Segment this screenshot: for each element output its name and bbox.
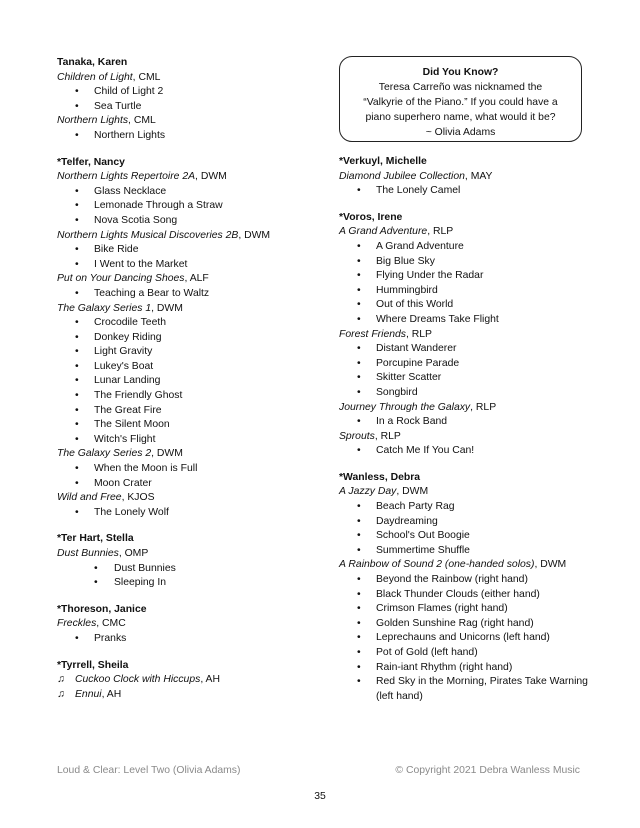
piece-item: • The Lonely Camel	[339, 184, 589, 199]
composer-name: Tanaka, Karen	[57, 57, 128, 68]
piece-item: • Daydreaming	[339, 515, 589, 530]
piece-item: • Beach Party Rag	[339, 500, 589, 515]
piece-item: • When the Moon is Full	[57, 462, 307, 477]
book-title: Northern Lights Repertoire 2A	[57, 171, 196, 183]
book-title: Dust Bunnies	[57, 548, 119, 559]
piece-item: • Nova Scotia Song	[57, 214, 307, 229]
piece-item: • I Went to the Market	[57, 258, 307, 273]
piece-item: • Black Thunder Clouds (either hand)	[339, 588, 589, 603]
single-piece-title: Cuckoo Clock with Hiccups	[75, 674, 201, 686]
book-line	[57, 617, 307, 632]
book-separator: ,	[184, 273, 190, 285]
piece-list	[57, 462, 307, 491]
book-title: A Grand Adventure	[339, 226, 428, 238]
book-publisher: DWM	[244, 229, 271, 241]
single-piece-item	[57, 673, 307, 688]
callout-line: piano superhero name, what would it be?	[365, 112, 556, 123]
book-line	[57, 272, 307, 287]
book-publisher: DWM	[402, 486, 429, 498]
book-separator: ,	[464, 170, 471, 182]
book-publisher: RLP	[411, 328, 432, 340]
piece-item: • Lunar Landing	[57, 374, 307, 389]
book-title: Forest Friends	[339, 328, 406, 340]
book-publisher: DWM	[200, 171, 227, 183]
book-separator: ,	[151, 448, 157, 460]
book-line	[339, 558, 589, 573]
piece-item: • Catch Me If You Can!	[339, 444, 589, 459]
book-title: Children of Light	[57, 71, 133, 83]
book-line	[339, 485, 589, 500]
book-separator: ,	[374, 430, 381, 442]
book-publisher: DWM	[156, 448, 183, 460]
book-separator: ,	[534, 559, 541, 571]
piece-list	[57, 562, 307, 591]
book-publisher: RLP	[475, 401, 497, 413]
composer-name: *Wanless, Debra	[339, 471, 421, 483]
book-separator: ,	[96, 618, 103, 630]
composer-name: *Thoreson, Janice	[57, 603, 147, 615]
book-separator: ,	[195, 171, 201, 183]
book-line	[339, 170, 589, 185]
piece-item: • The Friendly Ghost	[57, 389, 307, 404]
callout-title: Did You Know?	[422, 67, 499, 78]
piece-list	[339, 573, 589, 704]
book-separator: ,	[128, 115, 134, 127]
composer-name: *Telfer, Nancy	[57, 156, 125, 168]
piece-list	[57, 243, 307, 272]
book-title: Northern Lights Musical Discoveries 2B	[57, 229, 239, 241]
composer-section	[339, 155, 589, 199]
book-title: A Rainbow of Sound 2 (one-handed solos)	[339, 559, 535, 571]
piece-item: • Lukey's Boat	[57, 360, 307, 375]
single-piece-publisher: AH	[205, 674, 220, 686]
single-piece-separator: ,	[200, 674, 206, 686]
piece-item: • Donkey Riding	[57, 331, 307, 346]
book-line	[57, 447, 307, 462]
book-line	[57, 229, 307, 244]
piece-item: • Sleeping In	[57, 576, 307, 591]
book-line	[339, 430, 589, 445]
composer-section	[339, 471, 589, 705]
book-title: The Galaxy Series 2	[57, 448, 152, 460]
book-title: Sprouts	[339, 430, 375, 442]
piece-item: • Teaching a Bear to Waltz	[57, 287, 307, 302]
piece-item: • Light Gravity	[57, 345, 307, 360]
book-title: Northern Lights	[57, 115, 129, 127]
piece-list	[339, 184, 589, 199]
book-line	[339, 401, 589, 416]
footer-copyright: © Copyright 2021 Debra Wanless Music	[395, 765, 580, 776]
piece-item: • A Grand Adventure	[339, 240, 589, 255]
did-you-know-callout	[339, 56, 582, 142]
callout-signature: ~ Olivia Adams	[425, 127, 496, 138]
piece-list	[57, 316, 307, 447]
book-line	[57, 114, 307, 129]
piece-list	[57, 632, 307, 647]
single-piece-list	[57, 673, 307, 702]
book-title: Freckles	[57, 618, 97, 630]
composer-section	[57, 156, 307, 521]
book-separator: ,	[118, 548, 125, 559]
book-publisher: DWM	[156, 302, 183, 314]
piece-item: • Child of Light 2	[57, 85, 307, 100]
piece-list	[339, 240, 589, 328]
piece-item: • Crocodile Teeth	[57, 316, 307, 331]
book-publisher: RLP	[380, 430, 401, 442]
composer-name: *Verkuyl, Michelle	[339, 156, 427, 167]
piece-item: • Flying Under the Radar	[339, 269, 589, 284]
book-publisher: ALF	[189, 273, 209, 285]
piece-item: • Distant Wanderer	[339, 342, 589, 357]
piece-item: • Glass Necklace	[57, 185, 307, 200]
piece-list	[57, 506, 307, 521]
piece-item: • Where Dreams Take Flight	[339, 313, 589, 328]
composer-name: *Ter Hart, Stella	[57, 533, 134, 545]
book-title: Put on Your Dancing Shoes	[57, 273, 185, 285]
callout-line: Teresa Carreño was nicknamed the	[378, 82, 543, 93]
piece-item: • Sea Turtle	[57, 100, 307, 115]
piece-item: • Lemonade Through a Straw	[57, 199, 307, 214]
piece-item: • Leprechauns and Unicorns (left hand)	[339, 631, 589, 646]
piece-list	[57, 129, 307, 144]
book-publisher: CMC	[102, 618, 126, 630]
piece-item: • The Silent Moon	[57, 418, 307, 433]
book-line	[57, 491, 307, 506]
piece-item: • Moon Crater	[57, 477, 307, 492]
book-title: Wild and Free	[57, 492, 122, 504]
composer-section	[57, 532, 307, 590]
book-title: A Jazzy Day	[339, 486, 397, 498]
composer-section	[57, 603, 307, 647]
piece-item: • In a Rock Band	[339, 415, 589, 430]
book-line	[57, 170, 307, 185]
page-number: 35	[314, 791, 326, 802]
book-separator: ,	[405, 328, 412, 340]
book-line	[339, 225, 589, 240]
piece-item: • Rain-iant Rhythm (right hand)	[339, 661, 589, 676]
piece-item: • Pranks	[57, 632, 307, 647]
book-line	[57, 302, 307, 317]
book-separator: ,	[238, 229, 245, 241]
piece-list	[339, 444, 589, 459]
piece-item: • Songbird	[339, 386, 589, 401]
piece-list	[339, 415, 589, 430]
piece-list	[57, 85, 307, 114]
piece-item: • Crimson Flames (right hand)	[339, 602, 589, 617]
piece-item: • Porcupine Parade	[339, 357, 589, 372]
piece-item: • Red Sky in the Morning, Pirates Take Warning (left hand)	[339, 675, 589, 704]
music-note-icon: ♫	[57, 688, 65, 700]
composer-section	[57, 56, 307, 144]
piece-list	[339, 342, 589, 400]
piece-list	[339, 500, 589, 558]
piece-list	[57, 287, 307, 302]
book-publisher: RLP	[432, 226, 454, 238]
piece-item: • Skitter Scatter	[339, 371, 589, 386]
book-separator: ,	[427, 226, 433, 238]
book-line	[57, 547, 307, 562]
book-separator: ,	[470, 401, 476, 413]
piece-item: • Dust Bunnies	[57, 562, 307, 577]
piece-item: • School's Out Boogie	[339, 529, 589, 544]
book-separator: ,	[132, 71, 139, 83]
piece-item: • The Lonely Wolf	[57, 506, 307, 521]
right-column	[339, 155, 589, 704]
book-publisher: MAY	[470, 170, 493, 182]
piece-item: • Big Blue Sky	[339, 255, 589, 270]
single-piece-publisher: AH	[106, 688, 122, 700]
composer-section	[339, 211, 589, 459]
composer-section	[57, 659, 307, 703]
book-separator: ,	[396, 486, 403, 498]
book-separator: ,	[121, 492, 128, 504]
book-title: Journey Through the Galaxy	[339, 401, 471, 413]
single-piece-title: Ennui	[75, 688, 102, 700]
piece-list	[57, 185, 307, 229]
piece-item: • Summertime Shuffle	[339, 544, 589, 559]
book-publisher: OMP	[124, 548, 149, 559]
book-separator: ,	[151, 302, 157, 314]
piece-item: • Bike Ride	[57, 243, 307, 258]
piece-item: • Out of this World	[339, 298, 589, 313]
composer-name: *Voros, Irene	[339, 211, 403, 223]
piece-item: • Hummingbird	[339, 284, 589, 299]
callout-line: “Valkyrie of the Piano.” If you could have a	[363, 97, 558, 108]
piece-item: • Pot of Gold (left hand)	[339, 646, 589, 661]
piece-item: • Witch's Flight	[57, 433, 307, 448]
music-note-icon: ♫	[57, 674, 65, 686]
piece-item: • Beyond the Rainbow (right hand)	[339, 573, 589, 588]
left-column	[57, 56, 307, 702]
book-title: The Galaxy Series 1	[57, 302, 152, 314]
piece-item: • Golden Sunshine Rag (right hand)	[339, 617, 589, 632]
piece-item: • The Great Fire	[57, 404, 307, 419]
piece-item: • Northern Lights	[57, 129, 307, 144]
composer-name: *Tyrrell, Sheila	[57, 659, 129, 671]
book-line	[57, 71, 307, 86]
book-line	[339, 328, 589, 343]
single-piece-item	[57, 688, 307, 703]
single-piece-separator: ,	[101, 688, 107, 700]
book-publisher: DWM	[540, 559, 567, 571]
book-publisher: CML	[138, 71, 161, 83]
footer-title: Loud & Clear: Level Two (Olivia Adams)	[57, 765, 241, 776]
book-title: Diamond Jubilee Collection	[339, 170, 465, 182]
book-publisher: CML	[133, 115, 156, 127]
book-publisher: KJOS	[127, 492, 155, 504]
